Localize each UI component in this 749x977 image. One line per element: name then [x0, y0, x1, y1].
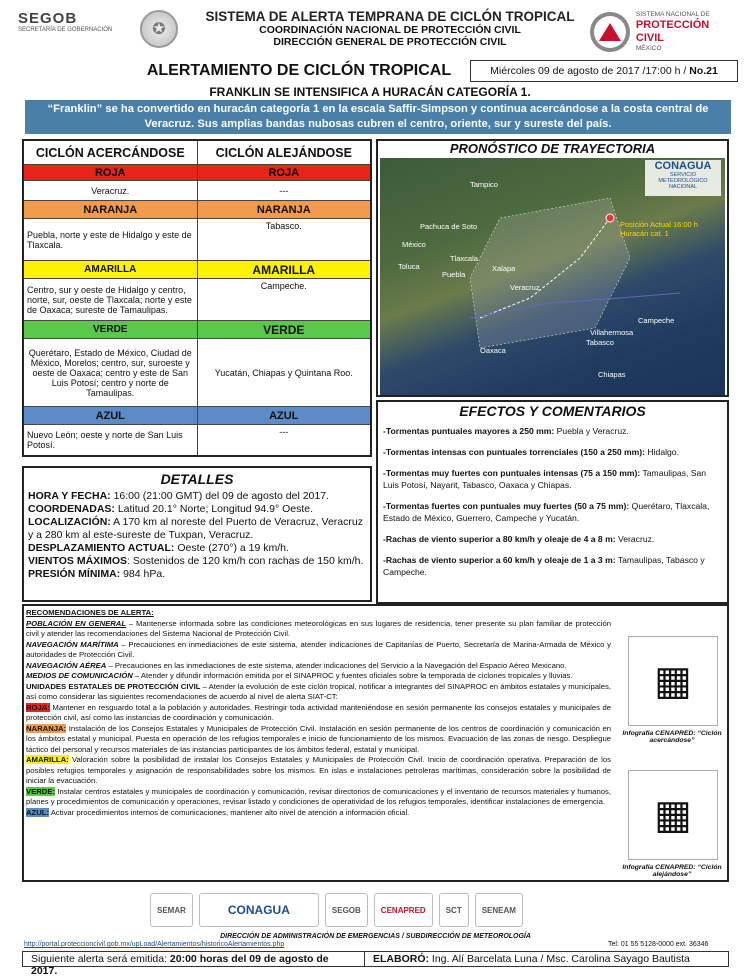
col-alejandose: CICLÓN ALEJÁNDOSE	[215, 146, 352, 160]
footer-phone: Tel: 01 55 5128-0000 ext. 36346	[608, 941, 709, 948]
trajectory-map-box	[376, 139, 729, 397]
map-label: Toluca	[398, 262, 420, 271]
map-label: Pachuca de Soto	[420, 222, 478, 231]
level-naranja: NARANJA NARANJA	[24, 201, 370, 219]
recommendation-item: ROJA: Mantener en resguardo total a la población y autoridades. Restringir toda actividad manteniéndose en sesión permanente los consejos estatales y municipales de protección civil, así como las instancias de coordinación y comunicación.	[26, 702, 611, 722]
qr-caption-acercandose: Infografía CENAPRED: “Ciclón acercándose”	[622, 730, 722, 744]
effect-item: -Tormentas intensas con puntuales torrenciales (150 a 250 mm): Hidalgo.	[383, 447, 679, 457]
map-label: Xalapa	[492, 264, 516, 273]
pc-small-text: SISTEMA NACIONAL DE	[635, 11, 710, 19]
system-title: SISTEMA DE ALERTA TEMPRANA DE CICLÓN TROPICAL	[205, 9, 575, 24]
recommendation-item: UNIDADES ESTATALES DE PROTECCIÓN CIVIL – Atender la evolución de este ciclón tropical, notificar a integrantes del SINAPROC en ámbitos estatales y municipales, así como considerar las siguientes recomendaciones de acuerdo al nivel de alerta SIAT-CT:	[26, 681, 611, 701]
table-header	[24, 141, 370, 165]
recommendations-box	[22, 604, 729, 882]
table-row: Centro, sur y oeste de Hidalgo y centro, norte, sur, oeste de Tlaxcala; norte y este de Oaxaca; sureste de Tamaulipas. Campeche.	[24, 279, 370, 321]
trajectory-map	[380, 158, 725, 395]
effects-box	[376, 400, 729, 604]
alert-date: Miércoles 09 de agosto de 2017 /17:00 h /	[490, 65, 687, 77]
level-verde: VERDE VERDE	[24, 321, 370, 339]
table-row: Querétaro, Estado de México, Ciudad de México, Morelos; centro, sur, suroeste y oeste de Oaxaca; centro y este de San Luis Potosí; centro y norte de Tamaulipas. Yucatán, Chiapas y Quintana Roo.	[24, 339, 370, 407]
summary-banner: “Franklin” se ha convertido en huracán categoría 1 en la escala Saffir-Simpson y continua acercándose a la costa central de Veracruz. Sus amplias bandas nubosas cubren el centro, oriente, sur y sureste del país.	[25, 100, 731, 134]
proteccion-civil-logo	[590, 6, 740, 58]
semar-logo: SEMAR	[150, 893, 193, 927]
table-row: Veracruz. ---	[24, 181, 370, 201]
position-category: Huracán cat. 1	[620, 229, 669, 238]
recommendation-item: AMARILLA: Valoración sobre la posibilidad de instalar los Consejos Estatales y Municipales de Protección Civil. Inicio de coordinación operativa. Preparación de los posibles refugios temporales y asignación de responsabilidades sobre los mismos. En islas e instalaciones petroleras marítimas, consideración sobre la posibilidad de iniciar la evacuación.	[26, 755, 611, 785]
map-label: Villahermosa	[590, 328, 634, 337]
current-position-icon	[606, 214, 614, 222]
effects-title: EFECTOS Y COMENTARIOS	[459, 403, 646, 419]
alert-date-box	[470, 60, 738, 82]
footer-bar	[22, 951, 729, 977]
map-label: Chiapas	[598, 370, 626, 379]
next-alert: Siguiente alerta será emitida: 20:00 horas del 09 de agosto de 2017.	[23, 952, 365, 966]
qr-caption-alejandose: Infografía CENAPRED: “Ciclón alejándose”	[622, 864, 722, 878]
position-label: Posición Actual 16:00 h	[620, 220, 698, 229]
map-label: Tampico	[470, 180, 498, 189]
details-box: DETALLES HORA Y FECHA: 16:00 (21:00 GMT) del 09 de agosto del 2017. COORDENADAS: Latitud 20.1° Norte; Longitud 94.9° Oeste. LOCALIZACIÓN: A 170 km al noreste del Puerto de Veracruz, Veracruz y a 280 km al este-sureste de Tuxpan, Veracruz. DESPLAZAMIENTO ACTUAL: Oeste (270°) a 19 km/h. VIENTOS MÁXIMOS: Sostenidos de 120 km/h con rachas de 150 km/h. PRESIÓN MÍNIMA: 984 hPa.	[22, 466, 372, 602]
footer-department: DIRECCIÓN DE ADMINISTRACIÓN DE EMERGENCIAS / SUBDIRECCIÓN DE METEOROLOGÍA	[220, 933, 531, 940]
map-title: PRONÓSTICO DE TRAYECTORIA	[449, 141, 656, 156]
mexico-seal-icon: ✪	[140, 10, 178, 48]
conagua-map-logo: CONAGUA SERVICIO METEOROLÓGICO NACIONAL	[645, 160, 721, 196]
map-label: Oaxaca	[480, 346, 506, 355]
alert-levels-table	[22, 139, 372, 457]
alert-title: ALERTAMIENTO DE CICLÓN TROPICAL	[146, 62, 452, 79]
segob-subtitle: SECRETARÍA DE GOBERNACIÓN	[18, 27, 113, 33]
qr-code-alejandose-icon[interactable]: ▦	[628, 770, 718, 860]
segob-logo	[18, 10, 128, 54]
map-label: Veracruz	[510, 283, 540, 292]
header-title	[195, 9, 585, 48]
effect-item: -Tormentas puntuales mayores a 250 mm: Puebla y Veracruz.	[383, 426, 629, 436]
footer-link[interactable]: http://portal.proteccioncivil.gob.mx/upLoad/Alertamientos/historicoAlertamientos.php	[24, 941, 285, 948]
map-label: México	[402, 240, 426, 249]
segob-wordmark: SEGOB	[18, 10, 78, 27]
coordination-title: COORDINACIÓN NACIONAL DE PROTECCIÓN CIVIL	[259, 24, 521, 36]
recommendation-item: NARANJA: Instalación de los Consejos Estatales y Municipales de Protección Civil. Instalación en sesión permanente de los centros de coordinación y comunicación en los ámbitos estatal y municipal. Puesta en operación de los refugios temporales e inicio de funcionamiento de los mismos. Evacuación de las zonas de riesgo. Despliegue táctico del personal y recursos materiales de las instancias participantes de los ámbitos federal, estatal y municipal.	[26, 723, 611, 754]
map-label: Campeche	[638, 316, 675, 325]
recommendation-item: AZUL: Activar procedimientos internos de comunicaciones, mantener alto nivel de atención a información oficial.	[26, 807, 410, 817]
effect-item: -Rachas de viento superior a 80 km/h y oleaje de 4 a 8 m: Veracruz.	[383, 534, 655, 544]
alert-subtitle: FRANKLIN SE INTENSIFICA A HURACÁN CATEGORÍA 1.	[209, 85, 531, 99]
recommendation-item: NAVEGACIÓN MARÍTIMA – Precauciones en inmediaciones de este sistema, atender indicaciones de Capitanías de Puerto, Secretaría de Marina-Armada de México y autoridades de Protección Civil.	[26, 639, 611, 659]
details-title: DETALLES	[160, 471, 234, 487]
map-label: Tlaxcala	[450, 254, 478, 263]
col-acercandose: CICLÓN ACERCÁNDOSE	[24, 141, 198, 164]
effect-item: -Rachas de viento superior a 60 km/h y oleaje de 1 a 3 m: Tamaulipas, Tabasco y Campeche.	[383, 555, 705, 577]
effect-item: -Tormentas muy fuertes con puntuales intensas (75 a 150 mm): Tamaulipas, San Luis Potosí, Nayarit, Tabasco, Oaxaca y Chiapas.	[383, 468, 707, 490]
cenapred-logo: CENAPRED	[374, 893, 433, 927]
agency-logos	[150, 888, 610, 932]
pc-country-text: MÉXICO	[635, 45, 662, 53]
table-row: Puebla, norte y este de Hidalgo y este de Tlaxcala. Tabasco.	[24, 219, 370, 261]
effect-item: -Tormentas fuertes con puntuales muy fuertes (50 a 75 mm): Querétaro, Tlaxcala, Estado de México, Guerrero, Campeche y Yucatán.	[383, 501, 710, 523]
qr-code-acercandose-icon[interactable]: ▦	[628, 636, 718, 726]
alert-number: No.21	[689, 65, 718, 77]
recommendations-title: RECOMENDACIONES DE ALERTA:	[26, 608, 154, 617]
pc-big-text: PROTECCIÓN CIVIL	[635, 18, 710, 44]
level-azul: AZUL AZUL	[24, 407, 370, 425]
elaborated-by: ELABORÓ: Ing. Alí Barcelata Luna / Msc. Carolina Sayago Bautista	[373, 953, 690, 965]
seneam-logo: SENEAM	[475, 893, 523, 927]
recommendation-item: VERDE: Instalar centros estatales y municipales de coordinación y comunicación, revisar directorios de comunicaciones y el inventario de recursos materiales y humanos, planes y procedimientos de comunicación y operaciones, revisar listado y condiciones de operatividad de los refugios temporales, identificar instalaciones de emergencia.	[26, 786, 611, 806]
level-amarilla: AMARILLA AMARILLA	[24, 261, 370, 279]
trajectory-overlay	[380, 158, 725, 395]
recommendation-item: NAVEGACIÓN AÉREA – Precauciones en las inmediaciones de este sistema, atender indicaciones del Servicio a la Navegación del Espacio Aéreo Mexicano.	[26, 660, 567, 670]
level-roja: ROJA ROJA	[24, 165, 370, 181]
map-label: Puebla	[442, 270, 466, 279]
map-label: Tabasco	[586, 338, 614, 347]
conagua-logo: CONAGUA	[199, 893, 319, 927]
sct-logo: SCT	[439, 893, 469, 927]
forecast-cone	[470, 198, 630, 348]
recommendation-item: POBLACIÓN EN GENERAL – Mantenerse informada sobre las condiciones meteorológicas en sus lugares de residencia, tener presente su plan familiar de protección civil y atender las recomendaciones del Sistema Nacional de Protección Civil.	[26, 618, 612, 638]
direction-title: DIRECCIÓN GENERAL DE PROTECCIÓN CIVIL	[273, 36, 507, 48]
proteccion-civil-emblem-icon	[590, 12, 630, 52]
recommendation-item: MEDIOS DE COMUNICACIÓN – Atender y difundir información emitida por el SINAPROC y fuentes oficiales sobre la temporada de ciclones tropicales y lluvias.	[26, 671, 573, 680]
table-row: Nuevo León; oeste y norte de San Luis Potosí. ---	[24, 425, 370, 455]
segob-footer-logo: SEGOB	[325, 893, 368, 927]
